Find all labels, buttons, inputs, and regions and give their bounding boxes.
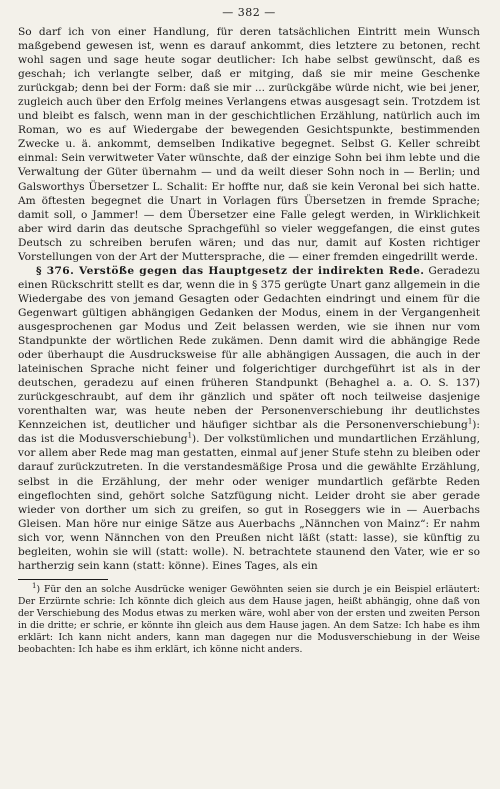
footnote-ref-2[interactable]: 1 [187, 431, 193, 440]
paragraph-2-text-b: ): das ist die Modusverschiebung [18, 419, 480, 446]
footnote-divider [18, 579, 108, 580]
page-number: — 382 — [222, 6, 276, 19]
footnote [18, 581, 480, 656]
paragraph-2-text-c: ). Der volkstümlichen und mundartlichen Erzählung, vor allem aber Rede mag man gestatten, einmal auf jener Stufe stehn zu bleiben oder darauf zurückzutreten. In die verstandesmäßige Prosa und die gewählte Erzählung, selbst in die Erzählung, der mehr oder weniger mundartlich gefärbte Reden eingeflochten sind, gehört solche Satzfügung nicht. Leider droht sie aber gerade wieder von dorther um sich zu greifen, so gut in Roseggers wie in — Auerbachs Gleisen. Man höre nur einige Sätze aus Auerbachs „Nännchen von Mainz“: Er nahm sich vor, wenn Nännchen von den Preußen nicht läßt (statt: lasse), sie künftig zu begleiten, wohin sie will (statt: wolle). N. betrachtete staunend den Vater, wie er so hartherzig sein kann (statt: könne). Eines Tages, als ein [18, 433, 480, 572]
paragraph-2-text-a: Geradezu einen Rückschritt stellt es dar, wenn die in § 375 gerügte Unart ganz allgemein in die Wiedergabe des von jemand Gesagten oder Gedachten eindringt und einem für die Gegenwart gültigen abhängigen Gedanken der Modus, einem in der Vergangenheit ausgesprochenen gar Modus und Zeit belassen werden, wie sie ihnen nur vom Standpunkte der wörtlichen Rede zukämen. Denn damit wird die abhängige Rede oder überhaupt die Ausdrucksweise für alle abhängigen Aussagen, die auch in der lateinischen Sprache nicht feiner und folgerichtiger durchgeführt ist als in der deutschen, geradezu auf einen früheren Standpunkt (Behaghel a. a. O. S. 137) zurückgeschraubt, auf dem ihr gänzlich und später oft noch teilweise dasjenige vorenthalten war, was heute neben der Personenverschiebung ihr deutlichstes Kennzeichen ist, deutlicher und häufiger sichtbar als die Personenverschiebung [18, 264, 480, 432]
section-heading: § 376. Verstöße gegen das Hauptgesetz der indirekten Rede. [36, 264, 425, 277]
footnote-ref-1[interactable]: 1 [467, 417, 473, 426]
paragraph-2 [18, 264, 480, 573]
footnote-marker: 1 [32, 581, 37, 590]
footnote-text: ) Für den an solche Ausdrücke weniger Gewöhnten seien sie durch je ein Beispiel erläutert: Der Erzürnte schrie: Ich könnte dich gleich aus dem Hause jagen, heißt abhängig, ohne daß von der Verschiebung des Modus etwas zu merken wäre, wohl aber von der ersten und zweiten Person in die dritte; er schrie, er könnte ihn gleich aus dem Hause jagen. An dem Satze: Ich habe es ihm erklärt: Ich kann nicht anders, kann man dagegen nur die Modusverschiebung in der Weise beobachten: Ich habe es ihm erklärt, ich könne nicht anders. [18, 583, 480, 655]
paragraph-1: So darf ich von einer Handlung, für deren tatsächlichen Eintritt mein Wunsch maßgebend gewesen ist, wenn es darauf ankommt, dies letztere zu betonen, recht wohl sagen und sage heute sogar deutlicher: Ich habe selbst gewünscht, daß es geschah; ich verlangte selber, daß er mitging, daß sie mir meine Geschenke zurückgab; denn bei der Form: daß sie mir ... zurückgäbe würde nicht, wie bei jener, zugleich auch über den Erfolg meines Verlangens etwas ausgesagt sein. Trotzdem ist und bleibt es falsch, wenn man in der geschichtlichen Erzählung, natürlich auch im Roman, wo es auf Wiedergabe der bewegenden Gesichtspunkte, bestimmenden Zwecke u. ä. ankommt, demselben Indikative begegnet. Selbst G. Keller schreibt einmal: Sein verwitweter Vater wünschte, daß der einzige Sohn bei ihm lebte und die Verwaltung der Güter übernahm — und da weilt dieser Sohn noch in — Berlin; und Galsworthys Übersetzer L. Schalit: Er hoffte nur, daß sie kein Veronal bei sich hatte. Am öftesten begegnet die Unart in Vorlagen fürs Übersetzen in fremde Sprache; damit soll, o Jammer! — dem Übersetzer eine Falle gelegt werden, in Wirklichkeit aber wird darin das deutsche Sprachgefühl so vieler weggefangen, die einst gutes Deutsch zu schreiben berufen wären; und das nur, damit auf Kosten richtiger Vorstellungen von der Art der Muttersprache, die — einer fremden eingedrillt werde. [18, 26, 480, 263]
body-text [18, 25, 480, 573]
